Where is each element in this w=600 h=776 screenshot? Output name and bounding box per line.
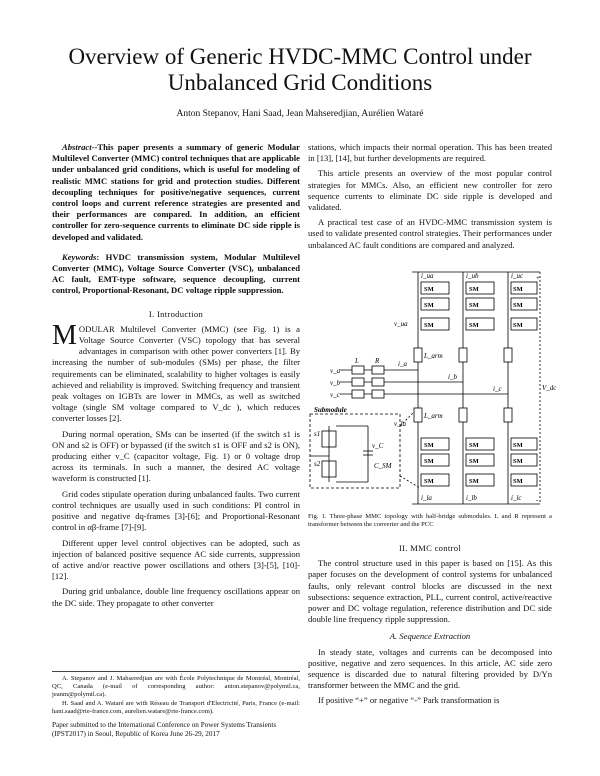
svg-text:SM: SM: [424, 478, 434, 485]
svg-text:SM: SM: [424, 302, 434, 309]
svg-text:SM: SM: [469, 302, 479, 309]
abstract: [52, 142, 300, 243]
footnotes: [52, 671, 300, 739]
figure-caption: Fig. 1. Three-phase MMC topology with half-bridge submodules. L and R represent a transformer between the converter and the PCC: [308, 513, 552, 529]
svg-text:SM: SM: [513, 478, 523, 485]
label-submodule: Submodule: [314, 406, 347, 414]
svg-text:SM: SM: [424, 442, 434, 449]
svg-text:SM: SM: [424, 286, 434, 293]
svg-text:SM: SM: [424, 458, 434, 465]
intro-paragraph-4: Different upper level control objectives can be adopted, such as injection of balanced positive sequence AC side currents, suppression of active and/or reactive power oscillations and others [3]-[5], [10]-[12].: [52, 537, 300, 582]
paper-title: Overview of Generic HVDC-MMC Control under Unbalanced Grid Conditions: [68, 44, 532, 95]
drop-cap: M: [52, 319, 77, 351]
label-s2: s2: [314, 460, 321, 468]
intro-paragraph-1: [52, 319, 300, 425]
label-iub: i_ub: [466, 272, 479, 280]
left-column: [52, 142, 300, 609]
svg-text:SM: SM: [513, 442, 523, 449]
keywords-label: Keywords: [62, 251, 97, 262]
svg-text:SM: SM: [513, 286, 523, 293]
abstract-label: Abstract: [62, 142, 92, 152]
right-paragraph-1: stations, which impacts their normal operation. This has been treated in [13], [14], but further developments are required.: [308, 142, 552, 164]
label-ilc: i_lc: [511, 494, 522, 502]
section-heading-intro: I. Introduction: [148, 308, 204, 319]
intro-p1-text: ODULAR Multilevel Converter (MMC) (see Fig. 1) is a Voltage Source Converter (VSC) topology that has several advantages in comparison with other power converters [1]. By increasing the number of sub-modules (SMs) per phase, the filter requirements can be eliminated, scalability to higher voltages is easily achieved and reliability is improved. Switching frequency and transient peak voltages on IGBTs are lower in MMCs, as well as switched voltage (single SM voltage compared to V_dc ), which reduces converter losses [2].: [52, 323, 300, 424]
svg-text:SM: SM: [513, 302, 523, 309]
svg-text:SM: SM: [469, 458, 479, 465]
label-vla: v_la: [394, 420, 407, 428]
label-vc: v_c: [330, 391, 340, 399]
paper-authors: Anton Stepanov, Hani Saad, Jean Mahseredjian, Aurélien Wataré: [176, 109, 424, 119]
footnote-3: Paper submitted to the International Conference on Power Systems Transients (IPST2017) in Seoul, Republic of Korea June 26-29, 2017: [52, 721, 277, 739]
abstract-text: --This paper presents a summary of generic Modular Multilevel Converter (MMC) control techniques that are applicable under unbalanced grid conditions, which is useful for modeling of realistic MMC stations for grid and protection studies. Different decoupling techniques for positive/negative sequences, current control loops and current reference strategies are presented and their performances are compared. In addition, an efficient controller for zero-sequence currents to eliminate DC side ripple is developed and validated.: [52, 142, 300, 242]
section-heading-mmc-control: II. MMC control: [398, 543, 462, 553]
label-csm: C_SM: [374, 462, 392, 470]
label-ila: i_la: [421, 494, 432, 502]
label-ilb: i_lb: [466, 494, 477, 502]
label-vC: v_C: [372, 442, 384, 450]
svg-text:SM: SM: [469, 442, 479, 449]
label-minus: -: [536, 496, 539, 504]
right-paragraph-2: This article presents an overview of the most popular control strategies for MMCs. Also, an efficient new controller for zero sequence currents to eliminate DC side ripple is developed and validated.: [308, 168, 552, 213]
label-ib: i_b: [448, 373, 457, 381]
label-plus: +: [536, 274, 540, 282]
label-va: v_a: [330, 367, 341, 375]
svg-text:SM: SM: [469, 478, 479, 485]
label-larm-upper: L_arm: [424, 352, 443, 360]
keywords-text: : HVDC transmission system, Modular Multilevel Converter (MMC), Voltage Source Converter (VSC), unbalanced AC fault, EMT-type software, sequence decoupling, current control, Proportional-Resonant, DC voltage ripple suppression.: [52, 251, 300, 296]
svg-text:SM: SM: [469, 322, 479, 329]
footnote-1: A. Stepanov and J. Mahseredjian are with École Polytechnique de Montréal, Montréal, QC, Canada (e-mail of corresponding author: anton.stepanov@polymtl.ca, jeanm@polymtl.ca).: [52, 675, 300, 699]
keywords: [52, 252, 300, 297]
intro-paragraph-5: During grid unbalance, double line frequency oscillations appear on the DC side. They propagate to other converter: [52, 586, 300, 608]
mmc-topology-figure: [308, 266, 557, 510]
svg-text:SM: SM: [469, 286, 479, 293]
svg-text:SM: SM: [424, 322, 434, 329]
subsection-heading-sequence: A. Sequence Extraction: [389, 631, 471, 642]
label-L: L: [355, 357, 359, 365]
right-column-bottom: [308, 543, 552, 707]
label-ic: i_c: [493, 385, 502, 393]
label-ia: i_a: [398, 360, 407, 368]
label-vua: v_ua: [394, 320, 408, 328]
right-paragraph-3: A practical test case of an HVDC-MMC transmission system is used to validate presented control strategies. Their performances under unbalanced AC fault conditions are compared and analyzed.: [308, 217, 552, 250]
right-column-top: [308, 142, 552, 251]
intro-paragraph-2: During normal operation, SMs can be inserted (if the switch s1 is ON and s2 is OFF) or bypassed (if the switch s1 is OFF and s2 is ON), producing either v_C (capacitor voltage, Fig. 1) or 0 voltage drop across its terminals. In such a manner, the desired AC voltage waveform is constructed [1].: [52, 428, 300, 484]
footnote-2: H. Saad and A. Wataré are with Réseau de Transport d'Electricité, Paris, France (e-mail: hani.saad@rte-france.com, aurelien.watare@rte-france.com).: [52, 699, 300, 715]
label-s1: s1: [314, 430, 321, 438]
label-iua: i_ua: [421, 272, 434, 280]
label-vdc: V_dc: [542, 384, 557, 392]
section2-paragraph-2: In steady state, voltages and currents can be decomposed into positive, negative and zero sequences. In this article, AC side zero sequence is discarded due to natural filtering provided by D/Yn transformer between the MMC and the grid.: [308, 646, 552, 691]
section2-paragraph-3: If positive “+” or negative “-” Park transformation is: [318, 695, 500, 706]
label-vb: v_b: [330, 379, 341, 387]
label-iuc: i_uc: [511, 272, 524, 280]
section2-paragraph-1: The control structure used in this paper is based on [15]. As this paper focuses on the development of control systems for unbalanced faults, only relevant control blocks are discussed in the next subsections: sequence extraction, PLL, current control, active/reactive power and DC voltage regulation, reference distribution and DC side double line frequency ripple suppression.: [308, 558, 552, 625]
label-R: R: [375, 357, 380, 365]
svg-text:SM: SM: [513, 458, 523, 465]
intro-paragraph-3: Grid codes stipulate operation during unbalanced faults. Two current control techniques are usually used in such conditions: PI control in positive and negative dq-frames [3]-[6]; and Proportional-Resonant control in αβ-frame [7]-[9].: [52, 488, 300, 533]
label-larm-lower: L_arm: [424, 412, 443, 420]
svg-text:SM: SM: [513, 322, 523, 329]
